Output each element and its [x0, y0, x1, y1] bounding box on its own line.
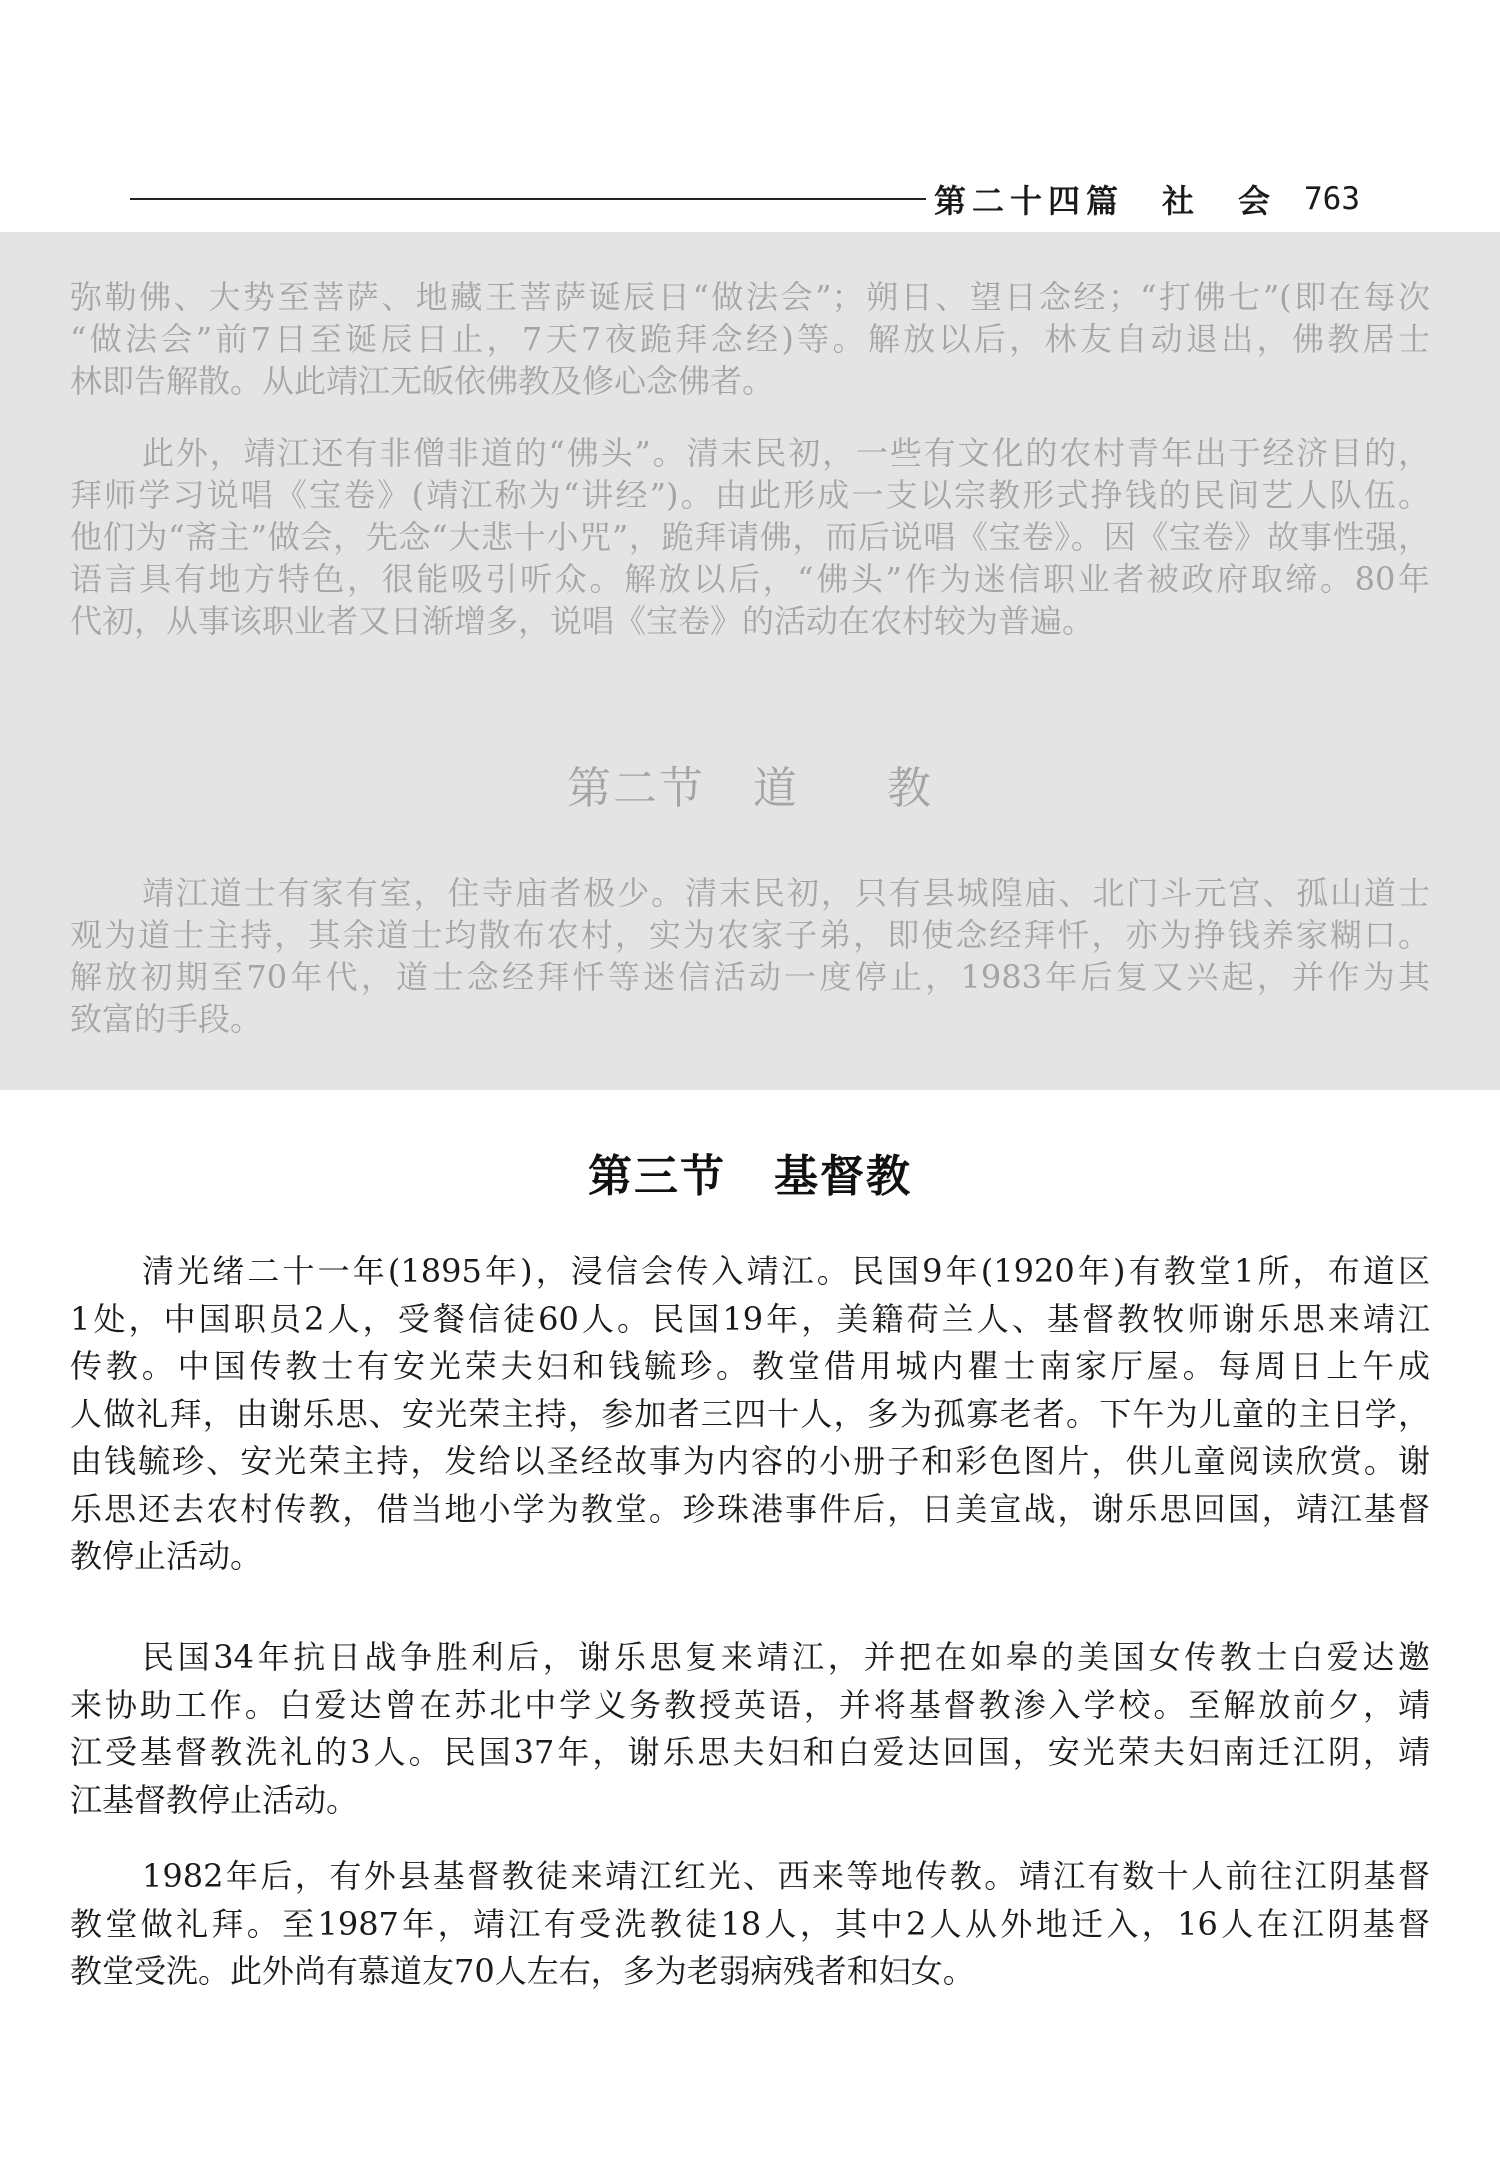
- text-line: 传教。中国传教士有安光荣夫妇和钱毓珍。教堂借用城内瞿士南家厅屋。每周日上午成: [70, 1347, 1430, 1385]
- section-name-part: 道: [753, 763, 799, 814]
- text-line: 教堂做礼拜。至1987年，靖江有受洗教徒18人，其中2人从外地迁入，16人在江阴基督: [70, 1904, 1430, 1943]
- text-line: 1处，中国职员2人，受餐信徒60人。民国19年，美籍荷兰人、基督教牧师谢乐思来靖江: [70, 1299, 1430, 1338]
- text-line: 代初，从事该职业者又日渐增多，说唱《宝卷》的活动在农村较为普遍。: [70, 602, 1095, 640]
- paragraph: [70, 872, 1430, 1040]
- text-line: 江受基督教洗礼的3人。民国37年，谢乐思夫妇和白爱达回国，安光荣夫妇南迁江阴，靖: [70, 1733, 1430, 1771]
- text-line: 拜师学习说唱《宝卷》(靖江称为“讲经”)。由此形成一支以宗教形式挣钱的民间艺人队伍。: [70, 476, 1430, 514]
- text-line: 此外，靖江还有非僧非道的“佛头”。清末民初，一些有文化的农村青年出于经济目的，: [142, 434, 1430, 472]
- text-line: 他们为“斋主”做会，先念“大悲十小咒”，跪拜请佛，而后说唱《宝卷》。因《宝卷》故事性强，: [70, 518, 1430, 556]
- paragraph: [70, 276, 1430, 402]
- section-name: 基督教: [774, 1151, 912, 1202]
- text-line: 靖江道士有家有室，住寺庙者极少。清末民初，只有县城隍庙、北门斗元宫、孤山道士: [142, 874, 1430, 912]
- text-line: 江基督教停止活动。: [70, 1780, 359, 1819]
- page-number: 763: [1304, 181, 1360, 217]
- text-line: 民国34年抗日战争胜利后，谢乐思复来靖江，并把在如皋的美国女传教士白爱达邀: [142, 1638, 1430, 1676]
- section-label: 第三节: [588, 1151, 726, 1202]
- paragraph: [70, 1634, 1430, 1824]
- paragraph: [70, 1248, 1430, 1581]
- text-line: 乐思还去农村传教，借当地小学为教堂。珍珠港事件后，日美宣战，谢乐思回国，靖江基督: [70, 1489, 1430, 1528]
- text-line: 语言具有地方特色，很能吸引听众。解放以后，“佛头”作为迷信职业者被政府取缔。80年: [70, 560, 1430, 598]
- chapter-title: 第二十四篇 社 会: [933, 182, 1276, 220]
- section-name-part: 教: [887, 763, 933, 814]
- text-line: 教停止活动。: [70, 1537, 263, 1575]
- section-heading-taoism: [0, 752, 1500, 816]
- paragraph: [70, 432, 1430, 642]
- text-line: 观为道士主持，其余道士均散布农村，实为农家子弟，即使念经拜忏，亦为挣钱养家糊口。: [70, 916, 1430, 954]
- running-header: [130, 176, 1360, 222]
- text-line: 解放初期至70年代，道士念经拜忏等迷信活动一度停止，1983年后复又兴起，并作为其: [70, 958, 1430, 996]
- section-heading-christianity: [0, 1140, 1500, 1204]
- text-line: 致富的手段。: [70, 1000, 263, 1038]
- text-line: 清光绪二十一年(1895年)，浸信会传入靖江。民国9年(1920年)有教堂1所，布道区: [142, 1252, 1430, 1290]
- text-line: 林即告解散。从此靖江无皈依佛教及修心念佛者。: [70, 362, 775, 400]
- text-line: 弥勒佛、大势至菩萨、地藏王菩萨诞辰日“做法会”；朔日、望日念经；“打佛七”(即在每次: [70, 278, 1430, 316]
- text-line: 由钱毓珍、安光荣主持，发给以圣经故事为内容的小册子和彩色图片，供儿童阅读欣赏。谢: [70, 1442, 1430, 1480]
- text-line: 1982年后，有外县基督教徒来靖江红光、西来等地传教。靖江有数十人前往江阴基督: [142, 1857, 1430, 1895]
- text-line: 教堂受洗。此外尚有慕道友70人左右，多为老弱病残者和妇女。: [70, 1952, 975, 1990]
- text-line: 来协助工作。白爱达曾在苏北中学义务教授英语，并将基督教渗入学校。至解放前夕，靖: [70, 1685, 1430, 1724]
- text-line: 人做礼拜，由谢乐思、安光荣主持，参加者三四十人，多为孤寡老者。下午为儿童的主日学，: [70, 1394, 1430, 1433]
- paragraph: [70, 1853, 1430, 1996]
- header-rule: [130, 198, 926, 200]
- text-line: “做法会”前7日至诞辰日止，7天7夜跪拜念经)等。解放以后，林友自动退出，佛教居士: [70, 320, 1430, 358]
- section-label: 第二节: [567, 763, 705, 814]
